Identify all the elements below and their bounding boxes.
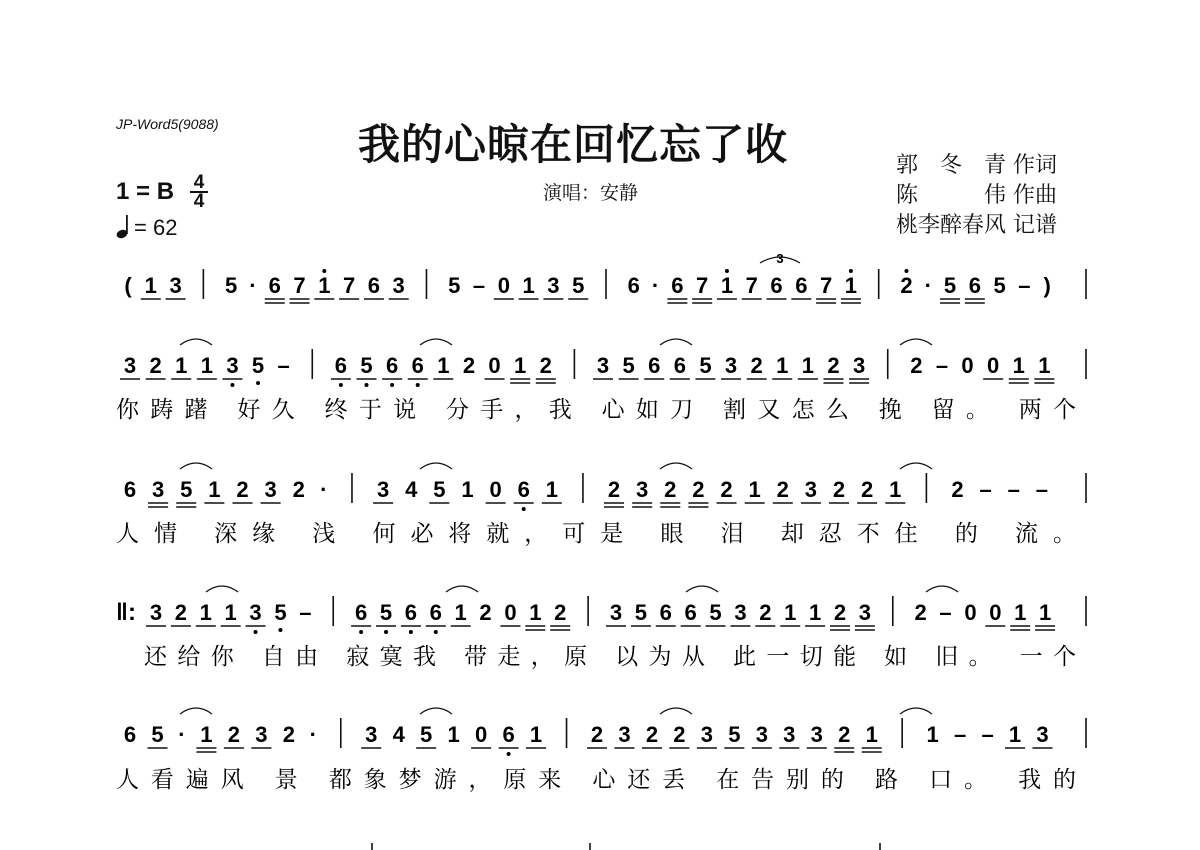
note: 6 <box>795 273 808 298</box>
note: 1 <box>720 273 734 298</box>
singer-credit: 演唱：安静 <box>543 182 639 204</box>
note: 1 <box>200 722 213 747</box>
note: 2 <box>838 722 851 747</box>
note: 2 <box>554 600 567 625</box>
sustain-dash: – <box>1018 273 1031 298</box>
note: 3 <box>609 600 623 625</box>
note: 0 <box>961 353 974 378</box>
note: 5 <box>448 273 461 298</box>
note: 2 <box>861 477 874 502</box>
note: 0 <box>488 353 501 378</box>
note: 1 <box>175 353 188 378</box>
note: 5 <box>225 273 238 298</box>
note: 1 <box>808 600 822 625</box>
composer-credit: 陈 伟 作曲 <box>896 183 1057 208</box>
low-octave-dot <box>507 752 511 756</box>
note: 2 <box>776 477 789 502</box>
note: 1 <box>784 600 797 625</box>
note: 3 <box>755 722 768 747</box>
low-octave-dot <box>409 630 413 634</box>
note: 1 <box>529 722 543 747</box>
note: 3 <box>169 273 182 298</box>
note: 6 <box>648 353 661 378</box>
low-octave-dot <box>359 630 363 634</box>
sustain-dash: – <box>935 353 949 378</box>
note: 0 <box>987 353 1000 378</box>
song-title: 我的心晾在回忆忘了收 <box>358 120 789 169</box>
note: 1 <box>545 477 558 502</box>
bracket-mark: ) <box>1043 273 1051 298</box>
note: 5 <box>251 353 265 378</box>
note: 3 <box>636 477 649 502</box>
sustain-dash: – <box>1007 477 1020 502</box>
high-octave-dot <box>322 269 326 273</box>
note: 6 <box>517 477 530 502</box>
note: 3 <box>365 722 378 747</box>
note: 3 <box>264 477 277 502</box>
note: 6 <box>684 600 697 625</box>
lyric-line: 人看遍风 景 都象梦游，原来 心还丢 在告别的 路 口。 我的 <box>116 767 1076 793</box>
note: 6 <box>367 273 381 298</box>
note: 3 <box>596 353 610 378</box>
slur <box>900 339 932 345</box>
note: 1 <box>865 722 878 747</box>
note: 1 <box>1014 600 1027 625</box>
note: 1 <box>224 600 237 625</box>
note: 5 <box>420 722 433 747</box>
note: 6 <box>123 722 137 747</box>
note: 3 <box>376 477 390 502</box>
note: 7 <box>342 273 356 298</box>
note: 5 <box>433 477 446 502</box>
note: 5 <box>993 273 1006 298</box>
augmentation-dot: · <box>309 722 317 747</box>
note: 4 <box>392 722 405 747</box>
note: 3 <box>123 353 137 378</box>
note: 3 <box>804 477 818 502</box>
note: 1 <box>529 600 542 625</box>
note: 3 <box>734 600 747 625</box>
augmentation-dot: · <box>924 273 932 298</box>
note: 6 <box>385 353 399 378</box>
note: 2 <box>951 477 964 502</box>
note: 2 <box>590 722 604 747</box>
note: 1 <box>1008 722 1022 747</box>
note: 0 <box>489 477 502 502</box>
note: 2 <box>750 353 763 378</box>
augmentation-dot: · <box>178 722 186 747</box>
note: 2 <box>759 600 772 625</box>
note: 2 <box>174 600 188 625</box>
note: 1 <box>461 477 474 502</box>
low-octave-dot <box>365 383 369 387</box>
note: 1 <box>199 600 212 625</box>
slur <box>446 586 478 592</box>
note: 0 <box>497 273 510 298</box>
note: 6 <box>123 477 137 502</box>
note: 1 <box>776 353 789 378</box>
note: 3 <box>249 600 262 625</box>
note: 6 <box>770 273 783 298</box>
low-octave-dot <box>254 630 258 634</box>
note: 7 <box>819 273 833 298</box>
note: 0 <box>474 722 488 747</box>
note: 1 <box>926 722 939 747</box>
note: 5 <box>360 353 373 378</box>
note: 3 <box>810 722 823 747</box>
note: 5 <box>728 722 741 747</box>
note: 5 <box>274 600 287 625</box>
note: 3 <box>618 722 631 747</box>
note: 5 <box>379 600 393 625</box>
low-octave-dot <box>256 381 260 385</box>
sustain-dash: – <box>979 477 992 502</box>
note: 2 <box>664 477 677 502</box>
lyricist-credit: 郭 冬 青 作词 <box>896 153 1057 178</box>
low-octave-dot <box>522 507 526 511</box>
slur <box>900 708 932 714</box>
slur <box>180 463 212 469</box>
note: 1 <box>318 273 331 298</box>
note: 6 <box>502 722 515 747</box>
sustain-dash: – <box>939 600 952 625</box>
low-octave-dot <box>339 383 343 387</box>
note: 6 <box>627 273 640 298</box>
note: 3 <box>724 353 738 378</box>
slur <box>660 463 692 469</box>
slur <box>420 339 452 345</box>
key-signature: 1 = B <box>116 178 175 205</box>
note: 6 <box>411 353 424 378</box>
lyric-line: 你踌躇 好久 终于说 分手，我 心如刀 割又怎么 挽 留。 两个 <box>116 397 1077 423</box>
note: 1 <box>522 273 535 298</box>
note: 2 <box>236 477 249 502</box>
note: 1 <box>208 477 221 502</box>
note: 6 <box>404 600 418 625</box>
note: 7 <box>745 273 758 298</box>
note: 2 <box>149 353 162 378</box>
tempo-marking: = 62 <box>134 215 178 240</box>
triplet-number: 3 <box>776 251 784 266</box>
note: 6 <box>334 353 348 378</box>
sustain-dash: – <box>299 600 312 625</box>
note: 1 <box>454 600 467 625</box>
note: 5 <box>709 600 722 625</box>
slur <box>900 463 932 469</box>
note: 3 <box>858 600 872 625</box>
note: 3 <box>547 273 560 298</box>
note: 0 <box>989 600 1002 625</box>
note: 2 <box>282 722 295 747</box>
note: 6 <box>968 273 981 298</box>
sustain-dash: – <box>1035 477 1049 502</box>
note: 5 <box>180 477 193 502</box>
note: 7 <box>293 273 306 298</box>
sustain-dash: – <box>953 722 967 747</box>
sustain-dash: – <box>981 722 994 747</box>
lyric-line: 还给你 自由 寂寞我 带走，原 以为从 此一切能 如 旧。 一个 <box>144 644 1077 670</box>
note: 5 <box>943 273 957 298</box>
note: 2 <box>479 600 492 625</box>
note: 6 <box>429 600 442 625</box>
note: 3 <box>783 722 796 747</box>
note: 2 <box>539 353 552 378</box>
time-signature-top: 4 <box>193 172 205 193</box>
note: 2 <box>462 353 476 378</box>
note: 2 <box>720 477 733 502</box>
note: 4 <box>405 477 418 502</box>
note: 2 <box>692 477 705 502</box>
note: 5 <box>151 722 164 747</box>
time-signature-bottom: 4 <box>190 191 208 210</box>
low-octave-dot <box>384 630 388 634</box>
note: 1 <box>748 477 761 502</box>
note: 3 <box>151 477 165 502</box>
note: 3 <box>1036 722 1049 747</box>
high-octave-dot <box>725 269 729 273</box>
note: 3 <box>255 722 268 747</box>
note: 6 <box>659 600 672 625</box>
slur <box>420 463 452 469</box>
note: 3 <box>392 273 405 298</box>
note: 6 <box>673 353 686 378</box>
augmentation-dot: · <box>320 477 328 502</box>
note: 2 <box>607 477 621 502</box>
note: 3 <box>700 722 714 747</box>
note: 3 <box>226 353 239 378</box>
note: 5 <box>572 273 585 298</box>
note: 6 <box>671 273 684 298</box>
note: 5 <box>634 600 648 625</box>
note: 1 <box>889 477 902 502</box>
bracket-mark: ( <box>124 273 132 298</box>
note: 1 <box>844 273 858 298</box>
note: 2 <box>227 722 241 747</box>
note: 2 <box>292 477 305 502</box>
note: 2 <box>910 353 923 378</box>
slur <box>686 586 718 592</box>
note: 5 <box>699 353 712 378</box>
low-octave-dot <box>416 383 420 387</box>
slur <box>206 586 238 592</box>
note: 1 <box>144 273 157 298</box>
note: 2 <box>827 353 840 378</box>
note: 2 <box>832 477 846 502</box>
note: 1 <box>437 353 450 378</box>
high-octave-dot <box>904 269 908 273</box>
note: 1 <box>447 722 460 747</box>
high-octave-dot <box>849 269 853 273</box>
low-octave-dot <box>278 628 282 632</box>
augmentation-dot: · <box>249 273 257 298</box>
note: 1 <box>1012 353 1025 378</box>
note: 3 <box>149 600 163 625</box>
note: 2 <box>833 600 847 625</box>
note: 1 <box>1038 600 1052 625</box>
note: 1 <box>514 353 527 378</box>
low-octave-dot <box>434 630 438 634</box>
sustain-dash: – <box>472 273 486 298</box>
slur <box>180 339 212 345</box>
note: 1 <box>1038 353 1051 378</box>
lyric-line: 人情 深缘 浅 何必将就，可是 眼 泪 却忍不住 的 流。 <box>116 521 1077 547</box>
note: 2 <box>673 722 686 747</box>
slur <box>420 708 452 714</box>
slur <box>660 708 692 714</box>
repeat-start-sign: ‖: <box>116 599 136 626</box>
note: 6 <box>354 600 368 625</box>
note: 2 <box>900 273 913 298</box>
slur <box>926 586 958 592</box>
note: 0 <box>504 600 517 625</box>
transcriber-credit: 桃李醉春风 记谱 <box>896 213 1057 238</box>
low-octave-dot <box>390 383 394 387</box>
software-version-label: JP-Word5(9088) <box>116 116 219 132</box>
slur <box>180 708 212 714</box>
note: 5 <box>622 353 635 378</box>
note: 6 <box>268 273 281 298</box>
note: 2 <box>914 600 927 625</box>
low-octave-dot <box>230 383 234 387</box>
augmentation-dot: · <box>651 273 660 298</box>
note: 3 <box>852 353 866 378</box>
note: 7 <box>696 273 709 298</box>
sustain-dash: – <box>277 353 290 378</box>
note: 0 <box>964 600 977 625</box>
slur <box>660 339 692 345</box>
note: 1 <box>801 353 815 378</box>
note: 1 <box>200 353 213 378</box>
note: 2 <box>645 722 659 747</box>
